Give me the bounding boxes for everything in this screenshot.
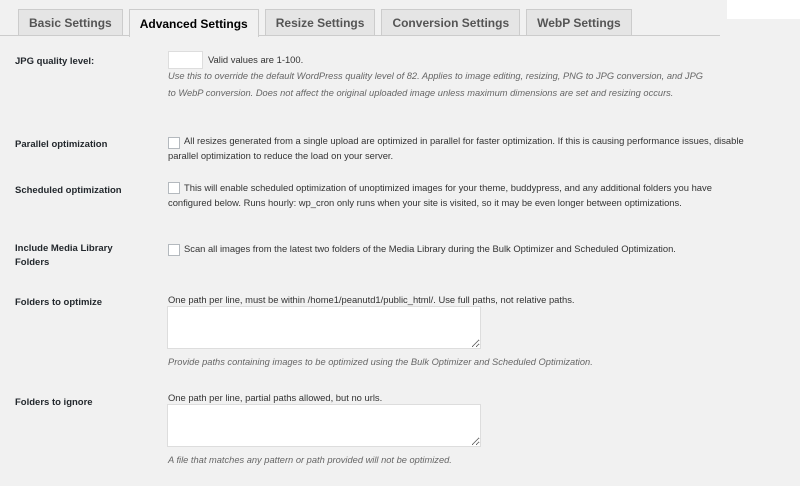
tab-basic-settings[interactable]: Basic Settings bbox=[18, 9, 123, 36]
tab-resize-settings[interactable]: Resize Settings bbox=[265, 9, 376, 36]
media-library-text: Scan all images from the latest two folders of the Media Library during the Bulk Optimizer and Scheduled Optimization. bbox=[184, 243, 676, 254]
jpg-quality-input[interactable] bbox=[168, 51, 203, 69]
folders-optimize-hint: One path per line, must be within /home1/peanutd1/public_html/. Use full paths, not relative paths. bbox=[168, 294, 575, 305]
folders-ignore-textarea[interactable] bbox=[167, 404, 481, 447]
folders-ignore-description: A file that matches any pattern or path provided will not be optimized. bbox=[168, 455, 452, 465]
tab-webp-settings[interactable]: WebP Settings bbox=[526, 9, 632, 36]
tab-divider bbox=[0, 35, 720, 36]
folders-ignore-hint: One path per line, partial paths allowed, but no urls. bbox=[168, 392, 383, 403]
settings-tabs bbox=[18, 9, 632, 36]
parallel-optimization-text: All resizes generated from a single upload are optimized in parallel for faster optimization. If this is causing performance issues, disable parallel optimization to reduce the load on your server. bbox=[168, 135, 744, 161]
jpg-quality-description: Use this to override the default WordPress quality level of 82. Applies to image editing, resizing, PNG to JPG conversion, and JPG to WebP conversion. Does not affect the original uploaded image unless maximum dimensions are set and resizing occurs. bbox=[168, 71, 704, 98]
folders-ignore-label: Folders to ignore bbox=[15, 397, 93, 408]
tab-conversion-settings[interactable]: Conversion Settings bbox=[381, 9, 520, 36]
jpg-quality-hint: Valid values are 1-100. bbox=[208, 54, 304, 65]
tab-advanced-settings[interactable]: Advanced Settings bbox=[129, 9, 259, 37]
folders-optimize-textarea[interactable] bbox=[167, 306, 481, 349]
media-library-label: Include Media Library Folders bbox=[15, 243, 113, 268]
folders-optimize-label: Folders to optimize bbox=[15, 297, 103, 308]
jpg-quality-label: JPG quality level: bbox=[15, 56, 95, 67]
scheduled-optimization-text: This will enable scheduled optimization of unoptimized images for your theme, buddypress, and any additional folders you have configured below. Runs hourly: wp_cron only runs when your site is visited, so it may be even longer between optimizations. bbox=[168, 182, 712, 208]
folders-optimize-description: Provide paths containing images to be optimized using the Bulk Optimizer and Scheduled Optimization. bbox=[168, 357, 593, 367]
corner-panel bbox=[727, 0, 800, 19]
parallel-optimization-label: Parallel optimization bbox=[15, 139, 108, 150]
scheduled-optimization-label: Scheduled optimization bbox=[15, 185, 122, 196]
